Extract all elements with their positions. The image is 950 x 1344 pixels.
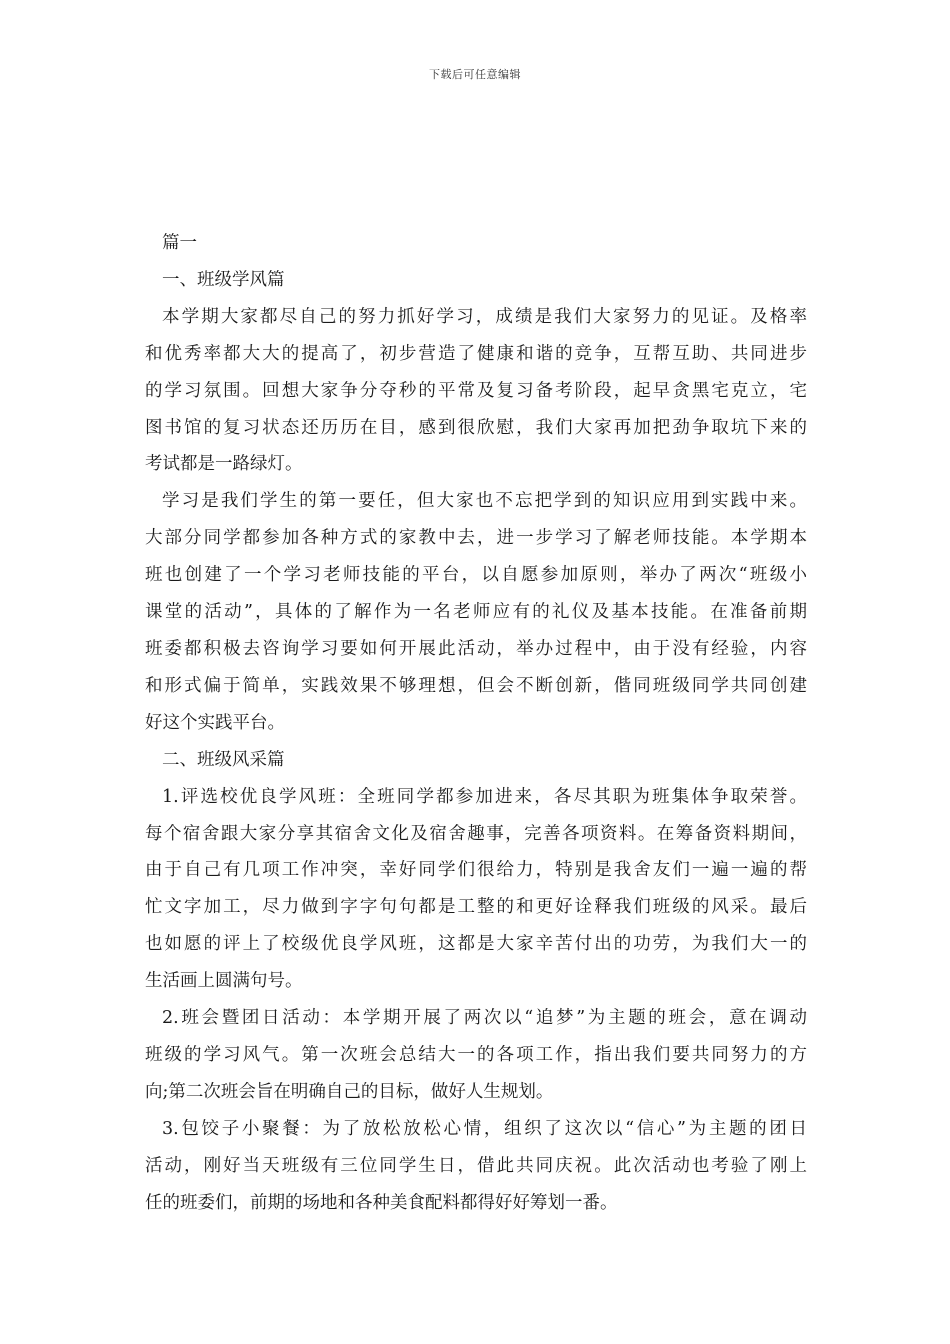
paragraph-dumpling-party [145,1111,807,1222]
paragraph-class-meeting [145,1000,807,1111]
text-line: 班级的学习风气。第一次班会总结大一的各项工作，指出我们要共同努力的方 [145,1044,807,1065]
text-line: 2.班会暨团日活动：本学期开展了两次以“追梦”为主题的班会，意在调动 [162,1008,807,1029]
text-line: 的学习氛围。回想大家争分夺秒的平常及复习备考阶段，起早贪黑宅克立，宅 [145,380,807,401]
text-line: 1.评选校优良学风班：全班同学都参加进来，各尽其职为班集体争取荣誉。 [162,786,807,807]
text-line: 学习是我们学生的第一要任，但大家也不忘把学到的知识应用到实践中来。 [162,491,807,512]
paragraph-study-results [145,299,807,484]
text-line: 考试都是一路绿灯。 [145,454,303,475]
text-line: 任的班委们，前期的场地和各种美食配料都得好好筹划一番。 [145,1192,618,1213]
section-heading-study: 一、班级学风篇 [162,269,285,290]
text-line: 图书馆的复习状态还历历在目，感到很欣慰，我们大家再加把劲争取坑下来的 [145,417,807,438]
text-line: 班也创建了一个学习老师技能的平台，以自愿参加原则，举办了两次“班级小 [145,565,807,586]
document-body [145,225,807,1221]
text-line: 生活画上圆满句号。 [145,971,303,992]
text-line: 本学期大家都尽自己的努力抓好学习，成绩是我们大家努力的见证。及格率 [162,306,807,327]
section-heading-style: 二、班级风采篇 [162,749,285,770]
text-line: 3.包饺子小聚餐：为了放松放松心情，组织了这次以“信心”为主题的团日 [162,1118,807,1139]
text-line: 和形式偏于简单，实践效果不够理想，但会不断创新，偕同班级同学共同创建 [145,675,807,696]
paragraph-excellent-class [145,779,807,1000]
part-label: 篇一 [162,233,197,253]
paragraph-practice [145,483,807,741]
header-note: 下载后可任意编辑 [429,68,521,81]
text-line: 由于自己有几项工作冲突，幸好同学们很给力，特别是我舍友们一遍一遍的帮 [145,860,807,881]
text-line: 每个宿舍跟大家分享其宿舍文化及宿舍趣事，完善各项资料。在筹备资料期间， [145,823,807,844]
text-line: 班委都积极去咨询学习要如何开展此活动，举办过程中，由于没有经验，内容 [145,638,807,659]
text-line: 和优秀率都大大的提高了，初步营造了健康和谐的竞争，互帮互助、共同进步 [145,343,807,364]
text-line: 向;第二次班会旨在明确自己的目标，做好人生规划。 [145,1081,554,1102]
text-line: 活动，刚好当天班级有三位同学生日，借此共同庆祝。此次活动也考验了刚上 [145,1155,807,1176]
text-line: 课堂的活动”，具体的了解作为一名老师应有的礼仪及基本技能。在准备前期 [145,602,807,623]
text-line: 好这个实践平台。 [145,712,285,733]
text-line: 也如愿的评上了校级优良学风班，这都是大家辛苦付出的功劳，为我们大一的 [145,934,807,955]
text-line: 忙文字加工，尽力做到字字句句都是工整的和更好诠释我们班级的风采。最后 [145,897,807,918]
text-line: 大部分同学都参加各种方式的家教中去，进一步学习了解老师技能。本学期本 [145,528,807,549]
